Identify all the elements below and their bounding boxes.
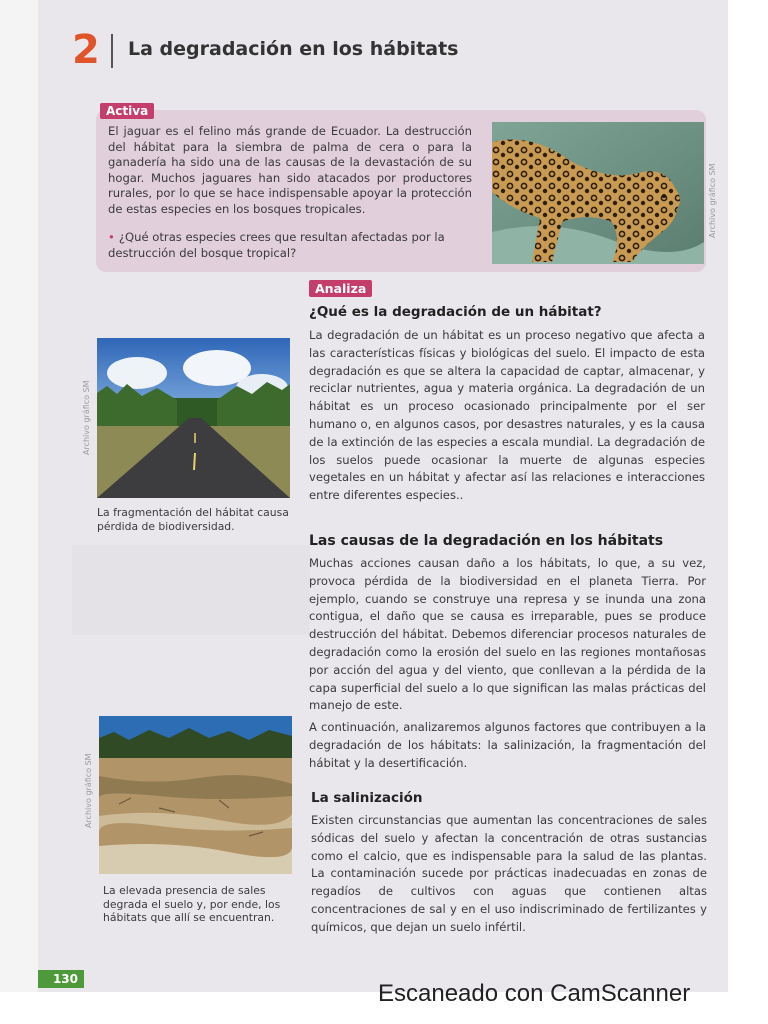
jaguar-photo — [492, 122, 704, 264]
salinized-soil-photo — [99, 716, 292, 874]
analiza-heading: ¿Qué es la degradación de un hábitat? — [309, 304, 602, 320]
chapter-number: 2 — [72, 27, 100, 73]
activa-question-text: ¿Qué otras especies crees que resultan afectadas por la destrucción del bosque tropical? — [108, 230, 445, 260]
road-illustration — [97, 338, 290, 498]
causas-paragraph-2: A continuación, analizaremos algunos factores que contribuyen a la degradación de los hábitats: la salinización, la fragmentación del hábitat y la desertificación. — [309, 720, 706, 770]
road-caption: La fragmentación del hábitat causa pérdida de biodiversidad. — [97, 506, 289, 533]
causas-paragraph-1: Muchas acciones causan daño a los hábitats, lo que, a su vez, provoca pérdida de la biodiversidad en el planeta Tierra. Por ejemplo, cuando se construye una represa y se inunda una zona contigua, el daño que se causa es irreparable, pues se produce destrucción del hábitat. Debemos diferenciar procesos naturales de degradación como la erosión del suelo en las regiones montañosas por acción del agua y del viento, que conllevan a la pérdida de la capa superficial del suelo a lo que significan las malas prácticas del manejo de este. — [309, 556, 706, 713]
bullet-icon: • — [108, 230, 115, 244]
analiza-tag: Analiza — [309, 280, 372, 297]
desert-credit: Archivo gráfico SM — [84, 753, 93, 828]
activa-question — [108, 230, 474, 261]
scanner-watermark: Escaneado con CamScanner — [378, 980, 691, 1007]
road-photo — [97, 338, 290, 498]
road-credit: Archivo gráfico SM — [82, 380, 91, 455]
salinizacion-heading: La salinización — [311, 790, 423, 806]
desert-caption: La elevada presencia de sales degrada el suelo y, por ende, los hábitats que allí se encuentran. — [103, 884, 281, 924]
salinized-soil-illustration — [99, 716, 292, 874]
page-number: 130 — [38, 970, 84, 988]
activa-paragraph: El jaguar es el felino más grande de Ecuador. La destrucción del hábitat para la siembra de palma de cera o para la ganadería ha sido una de las causas de la devastación de su hogar. Muchos jaguares han sido atacados por productores rurales, por lo que se hace indispensable apoyar la protección de estas especies en los bosques tropicales. — [108, 124, 472, 216]
salinizacion-paragraph: Existen circunstancias que aumentan las concentraciones de sales sódicas del suelo y afectan la concentración de otras sustancias como el calcio, que es indispensable para la salud de las plantas. La contaminación sucede por prácticas inadecuadas en zonas de regadíos de cultivos con aguas que contienen altas concentraciones de sal y en el uso indiscriminado de fertilizantes y químicos, que dejan un suelo infértil. — [311, 813, 707, 934]
analiza-paragraph: La degradación de un hábitat es un proceso negativo que afecta a las características físicas y biológicas del suelo. El impacto de esta degradación es que se altera la capacidad de captar, almacenar, y reciclar nutrientes, agua y materia orgánica. La degradación de un hábitat es un proceso ocasionado principalmente por el ser humano o, en algunos casos, por desastres naturales, y es la causa de la extinción de las especies a escala mundial. La degradación de los suelos puede ocasionar la muerte de algunas especies vegetales en un hábitat y afectar así las relaciones e interacciones entre diferentes especies.. — [309, 328, 705, 503]
chapter-divider — [111, 34, 113, 68]
page-edge — [0, 0, 38, 992]
jaguar-illustration — [492, 122, 704, 264]
faded-area — [72, 545, 310, 635]
chapter-title: La degradación en los hábitats — [128, 38, 459, 60]
activa-tag: Activa — [100, 103, 154, 119]
causas-heading: Las causas de la degradación en los hábitats — [309, 533, 664, 549]
jaguar-credit: Archivo gráfico SM — [708, 163, 717, 238]
